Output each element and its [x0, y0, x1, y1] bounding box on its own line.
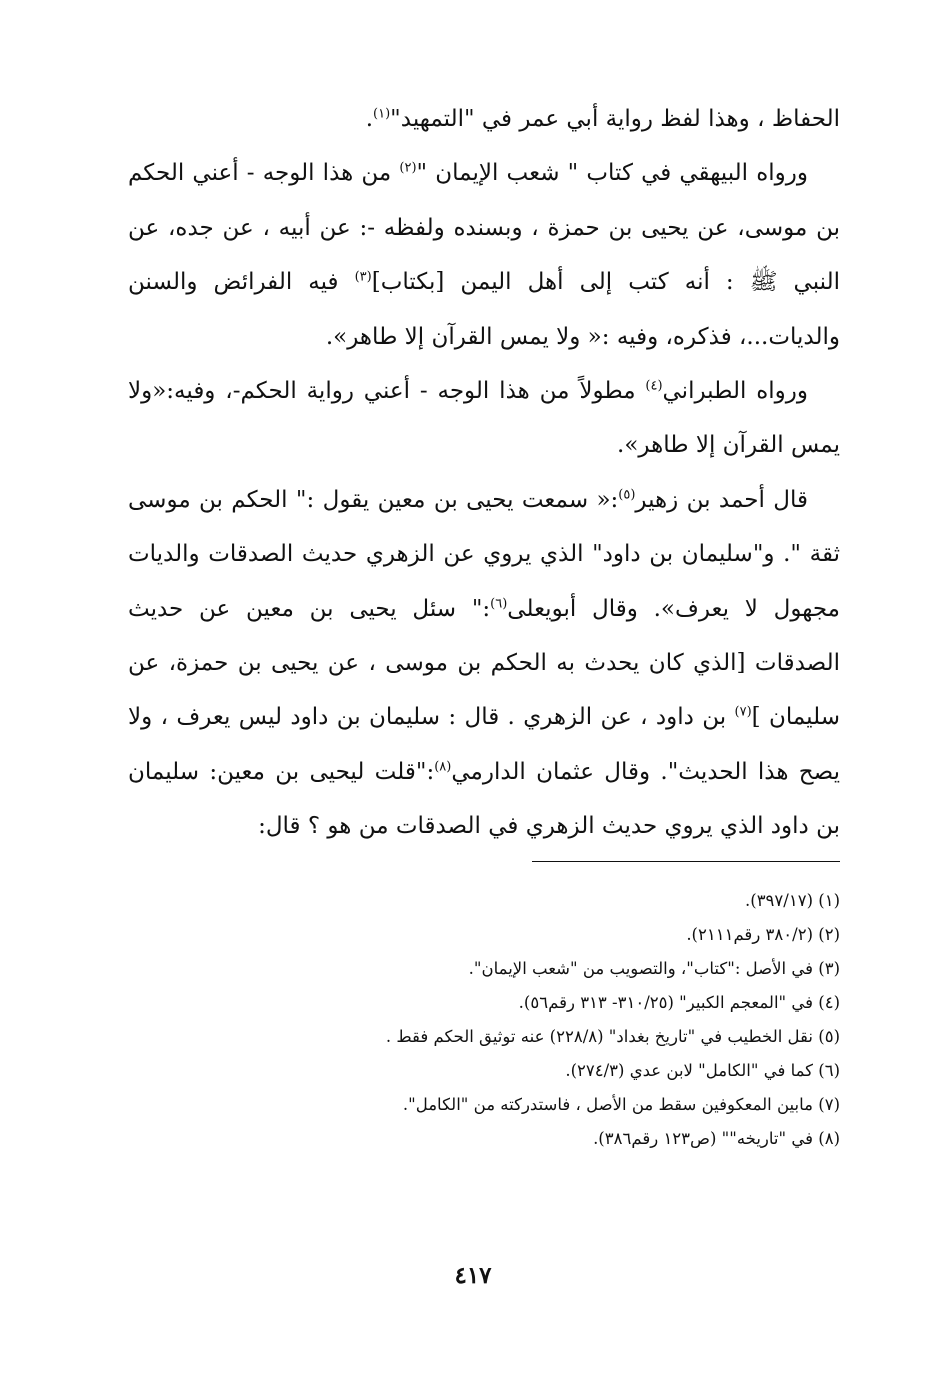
- footnotes: [250, 884, 840, 1156]
- main-text: [128, 92, 840, 854]
- footnote: (١) (٣٩٧/١٧).: [745, 891, 840, 910]
- footnote-ref: (١): [373, 106, 391, 122]
- text-run: من هذا الوجه - أعني الحكم بن موسى، عن يحيى بن حمزة ، وبسنده ولفظه -: عن أبيه ، عن جده، عن النبي ﷺ : أنه كتب إلى أهل اليمن [بكتاب]: [128, 160, 840, 296]
- text-run: قال أحمد بن زهير: [635, 486, 808, 513]
- footnote-ref: (٦): [490, 596, 508, 611]
- page-number: ٤١٧: [454, 1262, 492, 1289]
- footnote: (٨) في "تاريخه"" (ص١٢٣ رقم٣٨٦).: [593, 1129, 840, 1148]
- footnote-ref: (٢): [399, 160, 417, 176]
- footnote-ref: (٧): [734, 704, 752, 720]
- footnote-ref: (٤): [645, 378, 663, 394]
- footnote: (٤) في "المعجم الكبير" (٣١٠/٢٥- ٣١٣ رقم٥٦).: [518, 993, 840, 1012]
- text-run: :" سئل يحيى بن معين عن حديث الصدقات [الذي كان يحدث به الحكم بن موسى ، عن يحيى بن حمزة، عن سليمان ]: [128, 595, 840, 731]
- text-run: فيه الفرائض والسنن والديات...، فذكره، وفيه :« ولا يمس القرآن إلا طاهر».: [128, 269, 840, 350]
- text-run: .: [365, 106, 374, 132]
- paragraph: [128, 473, 840, 854]
- footnote: (٧) مابين المعكوفين سقط من الأصل ، فاستدركته من "الكامل".: [402, 1095, 840, 1114]
- text-run: :"قلت ليحيى بن معين: سليمان بن داود الذي يروي حديث الزهري في الصدقات من هو ؟ قال:: [128, 758, 840, 840]
- text-run: مطولاً من هذا الوجه - أعني رواية الحكم-، وفيه:«ولا يمس القرآن إلا طاهر».: [128, 378, 840, 459]
- footnote-ref: (٥): [618, 487, 636, 503]
- paragraph: [128, 364, 840, 473]
- text-run: الحفاظ ، وهذا لفظ رواية أبي عمر في "التمهيد": [390, 106, 840, 132]
- footnote-ref: (٣): [354, 269, 372, 285]
- paragraph: [128, 92, 840, 146]
- paragraph: [128, 146, 840, 364]
- footnote: (٥) نقل الخطيب في "تاريخ بغداد" (٢٢٨/٨) عنه توثيق الحكم فقط .: [385, 1027, 840, 1046]
- text-run: بن داود ، عن الزهري . قال : سليمان بن داود ليس يعرف ، ولا يصح هذا الحديث". وقال عثمان الدارمي: [128, 704, 840, 785]
- footnote-ref: (٨): [434, 759, 452, 775]
- text-run: ورواه الطبراني: [662, 378, 808, 405]
- footnote: (٢) (٣٨٠/٢ رقم٢١١١).: [686, 925, 840, 944]
- footnote: (٦) كما في "الكامل" لابن عدي (٢٧٤/٣).: [565, 1061, 840, 1080]
- text-run: :« سمعت يحيى بن معين يقول :" الحكم بن موسى ثقة ". و"سليمان بن داود" الذي يروي عن الزهري حديث الصدقات والديات مجهول لا يعرف». وقال أبويعلى: [128, 486, 840, 622]
- text-run: ورواه البيهقي في كتاب " شعب الإيمان ": [416, 160, 808, 187]
- footnote-separator: [532, 861, 840, 862]
- footnote: (٣) في الأصل :"كتاب"، والتصويب من "شعب الإيمان".: [468, 959, 840, 978]
